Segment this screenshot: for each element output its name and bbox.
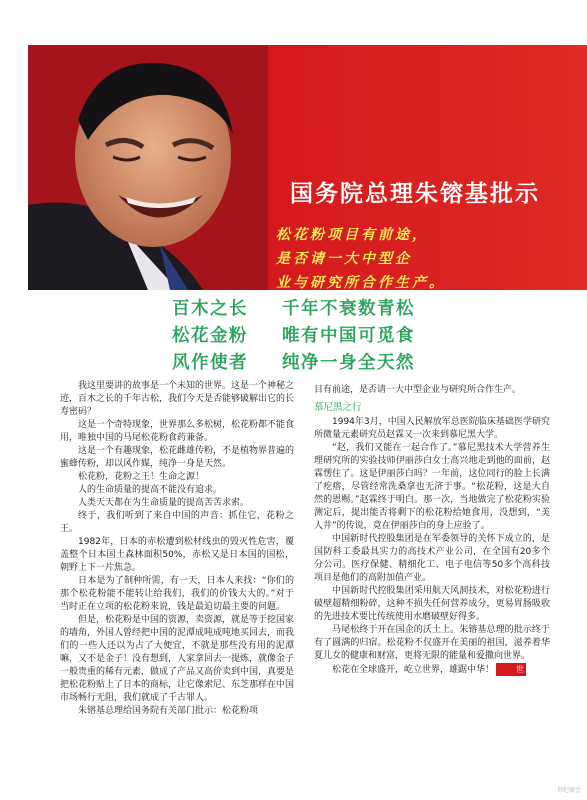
paragraph: 松花粉，花粉之王！生命之源！: [78, 472, 205, 482]
subhead-line: 松花粉项目有前途，: [276, 227, 429, 243]
paragraph: 中国新时代控股集团是在军委领导的关怀下成立的，是国防科工委最具实力的高技术产业公司，在全国有20多个分公司。医疗保健、精细化工、电子电信等50多个高科技项目是他们的高附加值产业。: [314, 534, 550, 583]
paragraph: 朱镕基总理给国务院有关部门批示：松花粉项: [78, 706, 259, 716]
paragraph: 日本是为了制种所需，有一天，日本人来找：“你们的那个松花粉能不能转让给我们，我们的价钱大大的。”对于当时正在立项的松花粉来说，钱是最迫切最主要的问题。: [60, 576, 294, 612]
slogan-part: 纯净一身全天然: [282, 353, 415, 373]
closing-line: 松花在全球盛开，屹立世界，雄踞中华！: [332, 665, 495, 675]
premier-portrait: [28, 45, 268, 290]
corner-watermark: 世纪商会: [556, 787, 581, 794]
paragraph: “赵，我们又能在一起合作了。”慕尼黑技术大学营养生理研究所的实验技师伊丽莎白女士高兴地走到他的面前，赵霖愣住了。这是伊丽莎白吗？一年前，这位同行的脸上长满了疙瘩，尽管经常洗桑拿也无济于事。“松花粉，这是大自然的恩赐。”赵霖终于明白。那一次，当地做完了松花粉实验测定后，提出能否将剩下的松花粉给她食用，没想到，“美人井”的传说，竟在伊丽莎白的身上应验了。: [314, 443, 550, 531]
paragraph: 马尾松终于开在国企的沃土上。朱镕基总理的批示终于有了圆满的归宿。松花粉不仅盛开在美丽的祖国，滋养着华夏儿女的健康和财富，更将无限的能量和爱撒向世界。: [314, 625, 550, 661]
paragraph: 这是一个有趣现象，松花雌雄传粉，不是植物界普遍的蜜蜂传粉，却以风作媒，纯净一身是天然。: [60, 446, 295, 469]
end-mark: 世: [496, 663, 526, 676]
article-column-left: [60, 380, 294, 718]
paragraph: 我这里要讲的故事是一个未知的世界。这是一个神秘之迹，百木之长的千年古松，我们今天是否能够破解出它的长寿密码？: [60, 381, 295, 417]
subheadline: [276, 223, 446, 290]
subhead-line: 业与研究所合作生产。: [276, 275, 446, 290]
paragraph-continued: 目有前途，是否请一大中型企业与研究所合作生产。: [314, 385, 522, 395]
subhead-line: 是否请一大中型企: [276, 251, 412, 267]
paragraph: 这是一个奇特现象，世界那么多松树，松花粉都不能食用，唯独中国的马尾松花粉食药兼备。: [60, 420, 295, 443]
slogan-line: [172, 323, 415, 350]
slogan-part: 风作使者: [172, 353, 248, 373]
slogan-part: 唯有中国可觅食: [282, 326, 415, 346]
article-column-right: [314, 384, 550, 677]
paragraph: 但是，松花粉是中国的资源，卖资源，就是等于挖国家的墙角，外国人曾经把中国的泥潭成吨成吨地买回去，而我们的一些人还以为占了大便宜，不就是那些没有用的泥潭嘛，又不是金子！没有想到，人家拿回去一提炼，就像金子一般贵重的稀有元素，做成了产品又高价卖到中国，真要是把松花粉贴上了日本的商标，让它像索尼、东芝那样在中国市场畅行无阻，我们就成了千古罪人。: [60, 615, 295, 703]
paragraph: 1994年3月，中国人民解放军总医院临床基础医学研究所微量元素研究员赵霖又一次来到慕尼黑大学。: [314, 417, 550, 440]
section-title: 慕尼黑之行: [314, 402, 362, 413]
slogan-part: 千年不衰数青松: [282, 299, 415, 319]
slogan-line: [172, 296, 415, 323]
paragraph: 1982年，日本的赤松遭到松材线虫的毁灭性危害，覆盖整个日本国土森林面积50%，赤松又是日本国的国松，朝野上下一片焦急。: [60, 537, 294, 573]
header-banner: [28, 45, 587, 290]
closing-paragraph: [314, 663, 550, 677]
slogan-part: 松花金粉: [172, 326, 248, 346]
headline: 国务院总理朱镕基批示: [290, 181, 540, 207]
paragraph: 终于，我们听到了来自中国的声音：抓住它，花粉之王。: [60, 511, 294, 534]
slogan-part: 百木之长: [172, 299, 248, 319]
slogan-line: [172, 350, 415, 377]
paragraph: 中国新时代控股集团采用航天风洞技术，对松花粉进行破壁超精细粉碎，这种不损失任何营养成分，更易胃肠吸收的先进技术要比传统使用水磨破壁好得多。: [314, 586, 550, 622]
slogan-block: [172, 296, 415, 377]
paragraph: 人类天天都在为生命质量的提高苦苦求索。: [78, 498, 250, 508]
paragraph: 人的生命质量的提高不能没有追求。: [78, 485, 223, 495]
